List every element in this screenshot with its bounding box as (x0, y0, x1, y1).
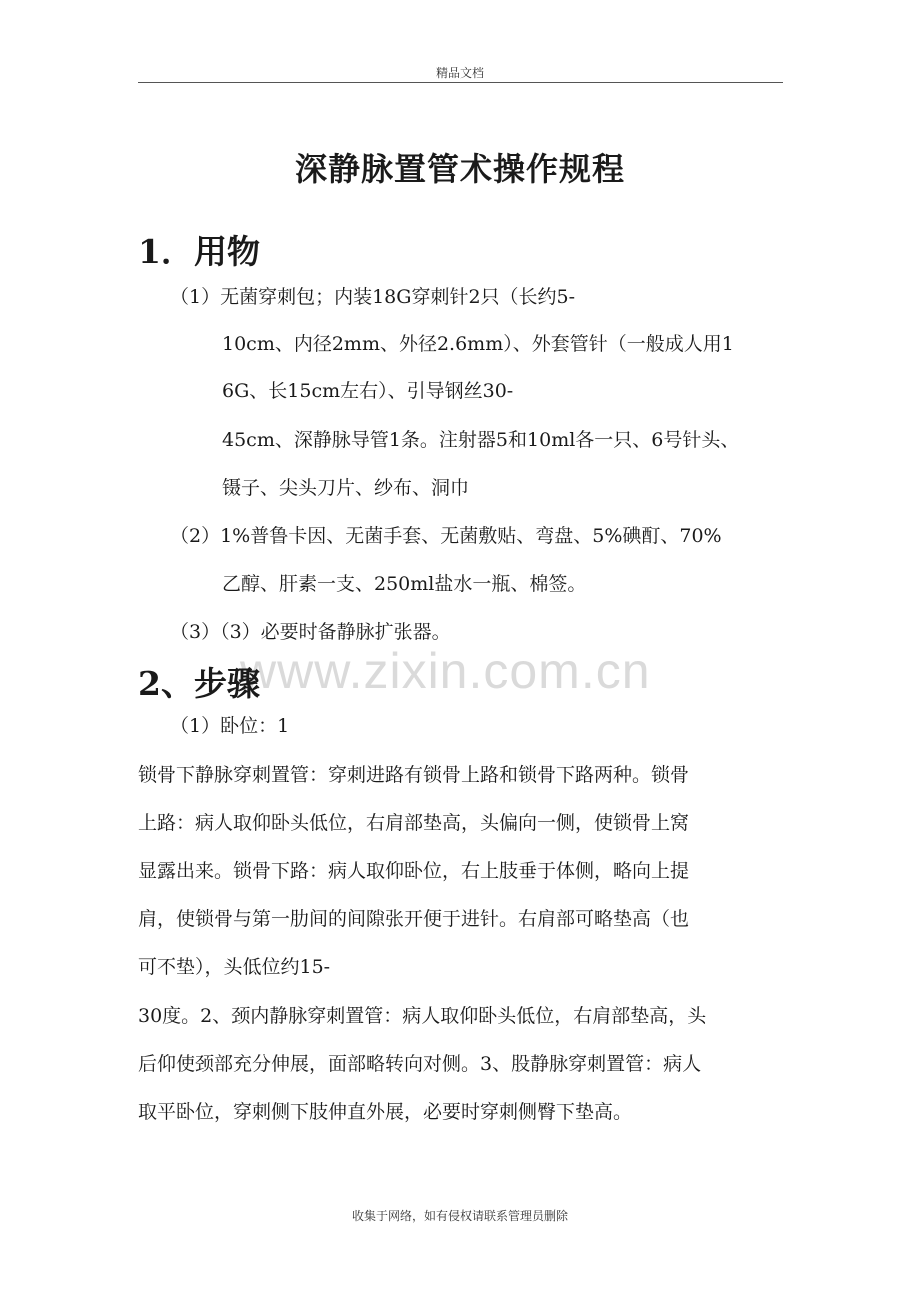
steps-line-2: 锁骨下静脉穿刺置管：穿刺进路有锁骨上路和锁骨下路两种。锁骨 (138, 764, 690, 786)
materials-line-7: 乙醇、肝素一支、250ml盐水一瓶、棉签。 (222, 573, 587, 595)
section-heading-materials: 1．用物 (138, 232, 260, 271)
steps-line-4: 显露出来。锁骨下路：病人取仰卧位，右上肢垂于体侧，略向上提 (138, 860, 690, 882)
header-divider (138, 82, 783, 83)
page-footer: 收集于网络，如有侵权请联系管理员删除 (351, 1209, 568, 1223)
steps-line-5: 肩，使锁骨与第一肋间的间隙张开便于进针。右肩部可略垫高（也 (138, 908, 690, 930)
watermark: www.zixin.com.cn (240, 643, 651, 699)
steps-line-3: 上路：病人取仰卧头低位，右肩部垫高，头偏向一侧，使锁骨上窝 (138, 812, 690, 834)
steps-line-6: 可不垫），头低位约15- (138, 956, 331, 978)
steps-line-9: 取平卧位，穿刺侧下肢伸直外展，必要时穿刺侧臀下垫高。 (138, 1101, 633, 1123)
materials-line-2: 10cm、内径2mm、外径2.6mm）、外套管针（一般成人用1 (222, 333, 734, 355)
section-heading-steps: 2、步骤 (138, 664, 260, 703)
steps-line-8: 后仰使颈部充分伸展，面部略转向对侧。3、股静脉穿刺置管：病人 (138, 1053, 702, 1075)
materials-line-5: 镊子、尖头刀片、纱布、洞巾 (222, 477, 470, 499)
document-title: 深静脉置管术操作规程 (294, 150, 625, 188)
materials-line-4: 45cm、深静脉导管1条。注射器5和10ml各一只、6号针头、 (222, 429, 740, 451)
page-header: 精品文档 (435, 66, 484, 80)
materials-line-6: （2）1%普鲁卡因、无菌手套、无菌敷贴、弯盘、5%碘酊、70% (170, 525, 722, 547)
materials-line-3: 6G、长15cm左右）、引导钢丝30- (222, 380, 514, 402)
materials-line-1: （1）无菌穿刺包；内装18G穿刺针2只（长约5- (170, 286, 576, 308)
steps-line-1: （1）卧位：1 (170, 715, 290, 737)
materials-line-8: （3）（3）必要时备静脉扩张器。 (170, 621, 451, 643)
steps-line-7: 30度。2、颈内静脉穿刺置管：病人取仰卧头低位，右肩部垫高，头 (138, 1005, 707, 1027)
